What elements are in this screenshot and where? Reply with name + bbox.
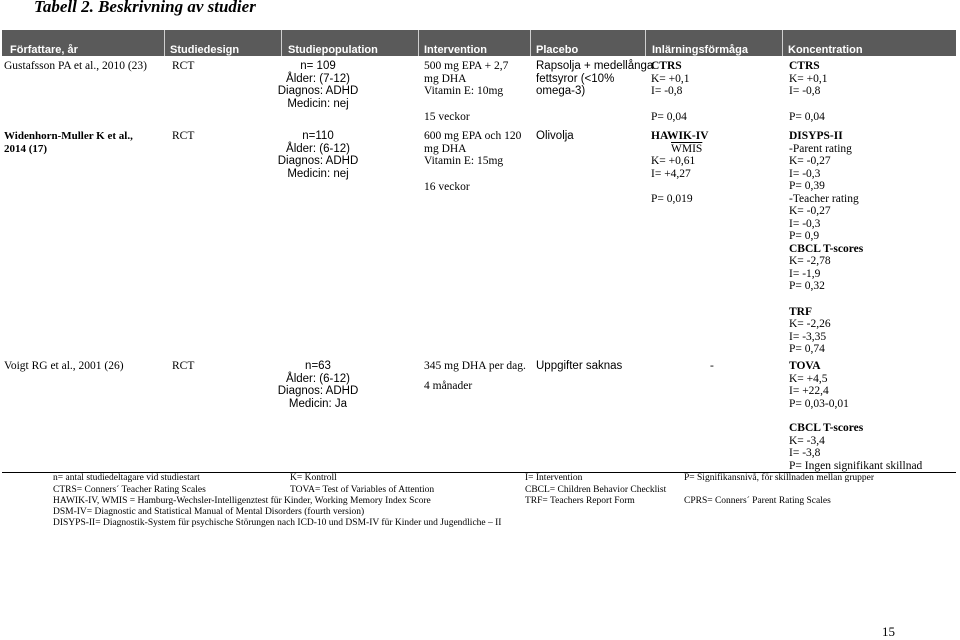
row2-placebo: Olivolja xyxy=(536,130,574,142)
row1-author: Gustafsson PA et al., 2010 (23) xyxy=(4,60,148,72)
header-divider xyxy=(418,30,419,56)
row2-concentration: DISYPS-II -Parent rating K= -0,27 I= -0,3 P= 0,39 -Teacher rating K= -0,27 I= -0,3 P= 0,9 CBCL T-scores K= -2,78 I= -1,9 P= 0,32 TRF K= -2,26 I= -3,35 P= 0,74 xyxy=(789,130,864,355)
footnote-i: I= Intervention xyxy=(525,473,583,483)
row3-placebo: Uppgifter saknas xyxy=(536,360,623,372)
header-divider xyxy=(281,30,282,56)
footnote-cbcl: CBCL= Children Behavior Checklist xyxy=(525,485,667,495)
row3-population: n=63 Ålder: (6-12) Diagnos: ADHD Medicin: Ja xyxy=(277,360,359,410)
header-divider xyxy=(530,30,531,56)
header-divider xyxy=(164,30,165,56)
row1-learning: CTRS K= +0,1 I= -0,8 P= 0,04 xyxy=(651,60,690,123)
row2-intervention: 600 mg EPA och 120 mg DHA Vitamin E: 15mg 16 veckor xyxy=(424,130,522,193)
footnote-ctrs: CTRS= Conners´ Teacher Rating Scales xyxy=(53,485,206,495)
footnote-disyps: DISYPS-II= Diagnostik-System für psychische Störungen nach ICD-10 und DSM-IV für Kinder und Jugendliche – II xyxy=(53,518,502,528)
header-learning: Inlärningsförmåga xyxy=(652,44,748,56)
row1-placebo: Rapsolja + medellånga fettsyror (<10% omega-3) xyxy=(536,60,654,97)
header-design: Studiedesign xyxy=(170,44,240,56)
footnote-dsm: DSM-IV= Diagnostic and Statistical Manual of Mental Disorders (fourth version) xyxy=(53,507,365,517)
header-population: Studiepopulation xyxy=(288,44,378,56)
row2-learning: HAWIK-IV WMIS K= +0,61 I= +4,27 P= 0,019 xyxy=(651,130,709,205)
table-title: Tabell 2. Beskrivning av studier xyxy=(34,0,256,16)
header-divider xyxy=(782,30,783,56)
row3-intervention: 345 mg DHA per dag. 4 månader xyxy=(424,360,526,392)
row3-concentration-cbcl: CBCL T-scores K= -3,4 I= -3,8 P= Ingen signifikant skillnad xyxy=(789,422,923,472)
header-placebo: Placebo xyxy=(536,44,579,56)
header-intervention: Intervention xyxy=(424,44,487,56)
row1-population: n= 109 Ålder: (7-12) Diagnos: ADHD Medicin: nej xyxy=(277,60,359,110)
footnote-trf: TRF= Teachers Report Form xyxy=(525,496,635,506)
row2-author: Widenhorn-Muller K et al., 2014 (17) xyxy=(4,130,133,155)
row1-design: RCT xyxy=(172,60,195,72)
row2-design: RCT xyxy=(172,130,195,142)
footnote-cprs: CPRS= Conners´ Parent Rating Scales xyxy=(684,496,831,506)
row3-design: RCT xyxy=(172,360,195,372)
footnote-k: K= Kontroll xyxy=(290,473,337,483)
row3-concentration-tova: TOVA K= +4,5 I= +22,4 P= 0,03-0,01 xyxy=(789,360,849,410)
row1-intervention: 500 mg EPA + 2,7 mg DHA Vitamin E: 10mg 15 veckor xyxy=(424,60,509,123)
header-author: Författare, år xyxy=(10,44,78,56)
row3-author: Voigt RG et al., 2001 (26) xyxy=(4,360,124,372)
row1-concentration: CTRS K= +0,1 I= -0,8 P= 0,04 xyxy=(789,60,828,123)
footnote-hawik: HAWIK-IV, WMIS = Hamburg-Wechsler-Intelligenztest für Kinder, Working Memory Index Score xyxy=(53,496,431,506)
footnote-n: n= antal studiedeltagare vid studiestart xyxy=(53,473,200,483)
row2-population: n=110 Ålder: (6-12) Diagnos: ADHD Medicin: nej xyxy=(277,130,359,180)
footnote-tova: TOVA= Test of Variables of Attention xyxy=(290,485,435,495)
footnote-p: P= Signifikansnivå, för skillnaden mellan grupper xyxy=(684,473,875,483)
page-number: 15 xyxy=(882,624,895,639)
header-concentration: Koncentration xyxy=(788,44,863,56)
row3-learning: - xyxy=(710,360,714,372)
header-divider xyxy=(645,30,646,56)
